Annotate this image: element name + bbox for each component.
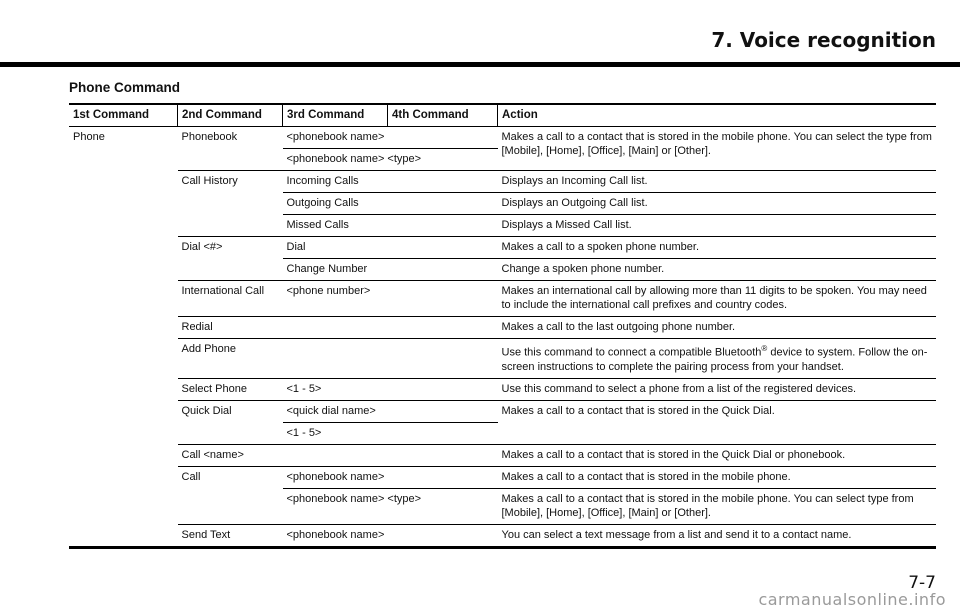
table-row [69,339,936,379]
cell-add-phone: Add Phone [178,339,498,379]
cell-international: International Call [178,281,283,317]
table-row [69,444,936,466]
cell-range-1-5: <1 - 5> [283,378,498,400]
cell-redial: Redial [178,317,498,339]
header-rule [0,62,960,67]
header-action: Action [498,104,937,127]
cell-call-pb-type-action: Makes a call to a contact that is stored in the mobile phone. You can select type from [Mobile], [Home], [Office], [Main] or [Other]. [498,488,937,524]
table-header-row [69,104,936,127]
cell-add-phone-action [498,339,937,379]
table-row [69,281,936,317]
cell-pb-name-type: <phonebook name> <type> [283,149,498,171]
cell-call-pb-name-type: <phonebook name> <type> [283,488,498,524]
cell-incoming-action: Displays an Incoming Call list. [498,171,937,193]
phone-command-table [69,103,936,549]
cell-pb-name: <phonebook name> [286,131,385,143]
chapter-title: 7. Voice recognition [711,28,936,52]
table-row [69,466,936,488]
cell-quick-dial-action: Makes a call to a contact that is stored in the Quick Dial. [498,400,937,444]
header-1st-command: 1st Command [69,104,178,127]
header-3rd-command: 3rd Command [283,104,388,127]
table-row [69,127,936,149]
cell-quick-dial: Quick Dial [178,400,283,444]
table-row [69,171,936,193]
cell-change-number: Change Number [283,259,498,281]
cell-select-phone: Select Phone [178,378,283,400]
cell-call-history: Call History [178,171,283,237]
add-phone-action-pre: Use this command to connect a compatible Bluetooth [501,346,762,359]
cell-dial: Dial [283,237,498,259]
table-row [69,400,936,422]
registered-mark: ® [761,344,768,353]
cell-send-pb-name: <phonebook name> [283,524,498,547]
cell-outgoing-action: Displays an Outgoing Call list. [498,193,937,215]
cell-range-1-5-b: <1 - 5> [283,422,498,444]
cell-call-name: Call <name> [178,444,498,466]
cell-incoming: Incoming Calls [283,171,498,193]
cell-outgoing: Outgoing Calls [283,193,498,215]
cell-call-pb-action: Makes a call to a contact that is stored in the mobile phone. [498,466,937,488]
header-4th-command: 4th Command [388,104,498,127]
cell-pb-action: Makes a call to a contact that is stored in the mobile phone. You can select the type from [Mobile], [Home], [Office], [Main] or [Other]. [501,131,932,157]
cell-phone: Phone [73,131,105,143]
cell-dial-num: Dial <#> [178,237,283,281]
section-title: Phone Command [69,80,181,95]
table-row [69,237,936,259]
cell-redial-action: Makes a call to the last outgoing phone number. [498,317,937,339]
cell-call: Call [178,466,283,524]
cell-change-number-action: Change a spoken phone number. [498,259,937,281]
cell-phone-number: <phone number> [283,281,498,317]
table-row [69,524,936,547]
cell-select-phone-action: Use this command to select a phone from a list of the registered devices. [498,378,937,400]
cell-quick-dial-name: <quick dial name> [283,400,498,422]
cell-international-action: Makes an international call by allowing more than 11 digits to be spoken. You may need to include the international call prefixes and country codes. [498,281,937,317]
table-row [69,317,936,339]
cell-call-pb-name: <phonebook name> [283,466,498,488]
header-2nd-command: 2nd Command [178,104,283,127]
cell-dial-action: Makes a call to a spoken phone number. [498,237,937,259]
watermark: carmanualsonline.info [758,590,946,609]
cell-send-text: Send Text [178,524,283,547]
page-number: 7-7 [908,573,936,593]
cell-call-name-action: Makes a call to a contact that is stored in the Quick Dial or phonebook. [498,444,937,466]
cell-send-text-action: You can select a text message from a list and send it to a contact name. [498,524,937,547]
cell-missed-action: Displays a Missed Call list. [498,215,937,237]
cell-phonebook: Phonebook [181,131,238,143]
add-phone-action-post: device to system. Follow the on-screen instructions to complete the pairing process from your handset. [501,346,928,373]
cell-missed: Missed Calls [283,215,498,237]
table-row [69,378,936,400]
